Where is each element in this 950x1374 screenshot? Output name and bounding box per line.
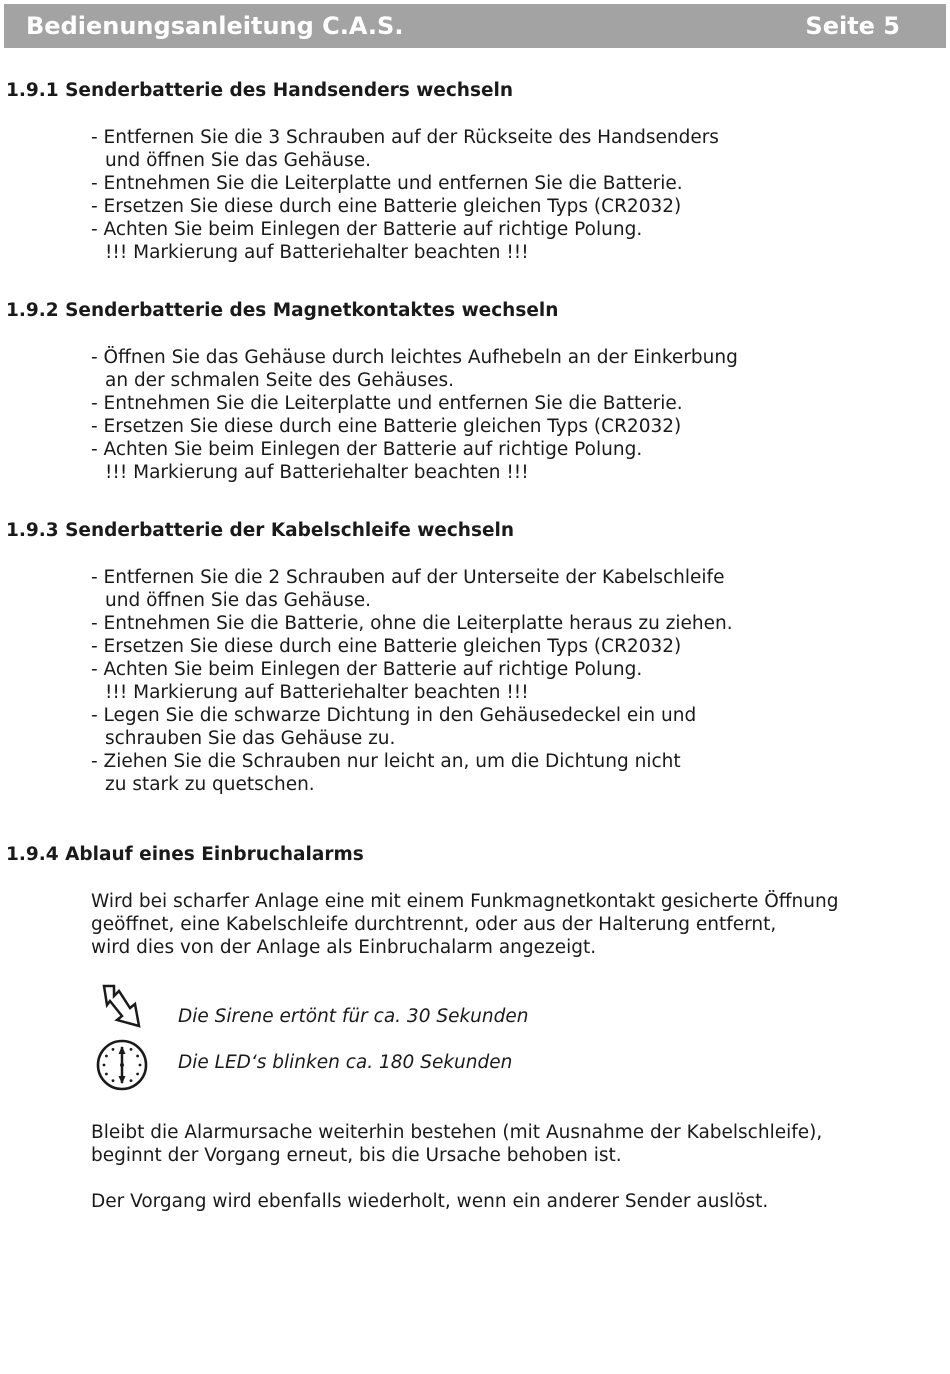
list-item: und öffnen Sie das Gehäuse. bbox=[105, 590, 372, 611]
repeat-paragraph: Bleibt die Alarmursache weiterhin bestehen (mit Ausnahme der Kabelschleife), beginnt der Vorgang erneut, bis die Ursache behoben ist. bbox=[91, 1122, 823, 1166]
section-1-9-2-list bbox=[91, 346, 738, 484]
list-item: - Achten Sie beim Einlegen der Batterie auf richtige Polung. bbox=[91, 219, 643, 240]
section-1-9-1-list bbox=[91, 126, 719, 264]
list-item: - Entnehmen Sie die Leiterplatte und entfernen Sie die Batterie. bbox=[91, 173, 683, 194]
list-item: - Achten Sie beim Einlegen der Batterie auf richtige Polung. bbox=[91, 439, 643, 460]
siren-duration-text: Die Sirene ertönt für ca. 30 Sekunden bbox=[178, 1006, 529, 1027]
list-item: - Ersetzen Sie diese durch eine Batterie gleichen Typs (CR2032) bbox=[91, 416, 682, 437]
section-heading-1-9-4: 1.9.4 Ablauf eines Einbruchalarms bbox=[6, 844, 364, 865]
list-item: - Legen Sie die schwarze Dichtung in den Gehäusedeckel ein und bbox=[91, 705, 697, 726]
list-item: - Entnehmen Sie die Batterie, ohne die Leiterplatte heraus zu ziehen. bbox=[91, 613, 733, 634]
section-heading-1-9-3: 1.9.3 Senderbatterie der Kabelschleife wechseln bbox=[6, 520, 515, 541]
list-item: - Entfernen Sie die 3 Schrauben auf der Rückseite des Handsenders bbox=[91, 127, 719, 148]
list-item: zu stark zu quetschen. bbox=[105, 774, 315, 795]
list-item: an der schmalen Seite des Gehäuses. bbox=[105, 370, 455, 391]
page-header bbox=[4, 4, 946, 48]
document-title: Bedienungsanleitung C.A.S. bbox=[26, 12, 404, 40]
arrow-icon bbox=[101, 983, 147, 1031]
list-item: - Ziehen Sie die Schrauben nur leicht an, um die Dichtung nicht bbox=[91, 751, 681, 772]
section-1-9-3-list bbox=[91, 566, 733, 796]
warning-line: !!! Markierung auf Batteriehalter beachten !!! bbox=[105, 682, 529, 703]
list-item: schrauben Sie das Gehäuse zu. bbox=[105, 728, 396, 749]
other-sender-paragraph: Der Vorgang wird ebenfalls wiederholt, wenn ein anderer Sender auslöst. bbox=[91, 1191, 769, 1212]
list-item: - Öffnen Sie das Gehäuse durch leichtes Aufhebeln an der Einkerbung bbox=[91, 347, 738, 368]
section-heading-1-9-1: 1.9.1 Senderbatterie des Handsenders wechseln bbox=[6, 80, 514, 101]
led-duration-text: Die LED‘s blinken ca. 180 Sekunden bbox=[178, 1052, 513, 1073]
warning-line: !!! Markierung auf Batteriehalter beachten !!! bbox=[105, 462, 529, 483]
warning-line: !!! Markierung auf Batteriehalter beachten !!! bbox=[105, 242, 529, 263]
section-heading-1-9-2: 1.9.2 Senderbatterie des Magnetkontaktes wechseln bbox=[6, 300, 559, 321]
page-number: Seite 5 bbox=[805, 12, 900, 40]
list-item: und öffnen Sie das Gehäuse. bbox=[105, 150, 372, 171]
clock-icon bbox=[95, 1038, 149, 1092]
list-item: - Ersetzen Sie diese durch eine Batterie gleichen Typs (CR2032) bbox=[91, 196, 682, 217]
list-item: - Achten Sie beim Einlegen der Batterie auf richtige Polung. bbox=[91, 659, 643, 680]
list-item: - Entnehmen Sie die Leiterplatte und entfernen Sie die Batterie. bbox=[91, 393, 683, 414]
list-item: - Ersetzen Sie diese durch eine Batterie gleichen Typs (CR2032) bbox=[91, 636, 682, 657]
intro-paragraph: Wird bei scharfer Anlage eine mit einem Funkmagnetkontakt gesicherte Öffnung geöffnet, eine Kabelschleife durchtrennt, oder aus der Halterung entfernt, wird dies von der Anlage als Einbruchalarm angezeigt. bbox=[91, 891, 839, 958]
list-item: - Entfernen Sie die 2 Schrauben auf der Unterseite der Kabelschleife bbox=[91, 567, 725, 588]
